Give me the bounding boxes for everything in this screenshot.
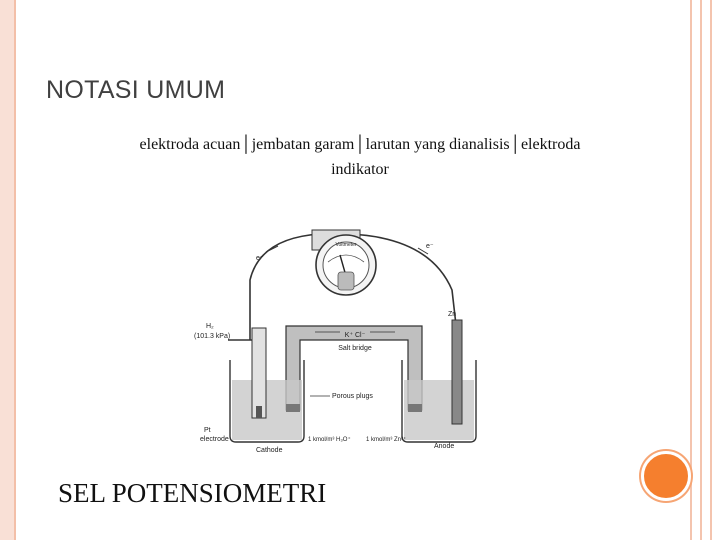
slide-title: NOTASI UMUM [46, 76, 226, 104]
h2-label: H₂ [206, 323, 214, 330]
electron-right-label: e⁻ [426, 243, 434, 250]
electron-left-label: e⁻ [256, 255, 264, 262]
external-wire [250, 234, 320, 340]
notation-line-1: elektroda acuan│jembatan garam│larutan yang dianalisis│elektroda [139, 136, 581, 153]
slide-frame-right [686, 0, 720, 540]
porous-plug-left [286, 404, 300, 412]
potentiometric-cell-diagram [190, 210, 480, 460]
meter-label: Voltmeter [335, 242, 357, 248]
notation-line-2: indikator [331, 161, 389, 178]
diagram-caption: SEL POTENSIOMETRI [58, 478, 327, 508]
electrode-label: electrode [200, 436, 229, 443]
slide-frame-left [0, 0, 16, 540]
kcl-label: K⁺ Cl⁻ [344, 332, 366, 339]
h2-pressure-label: (101.3 kPa) [194, 333, 231, 340]
solution-left-label: 1 kmol/m³ H₃O⁺ [308, 437, 351, 443]
salt-bridge-label: Salt bridge [338, 345, 372, 352]
accent-circle [641, 451, 691, 501]
zn-label: Zn [448, 311, 457, 318]
porous-plug-right [408, 404, 422, 412]
cathode-label: Cathode [256, 447, 283, 454]
anode-label: Anode [434, 443, 455, 450]
solution-right-label: 1 kmol/m³ Zn²⁺ [366, 437, 407, 443]
notation-text [40, 132, 680, 182]
voltmeter [312, 230, 376, 295]
porous-plugs-label: Porous plugs [332, 393, 373, 400]
pt-label: Pt [204, 427, 211, 434]
